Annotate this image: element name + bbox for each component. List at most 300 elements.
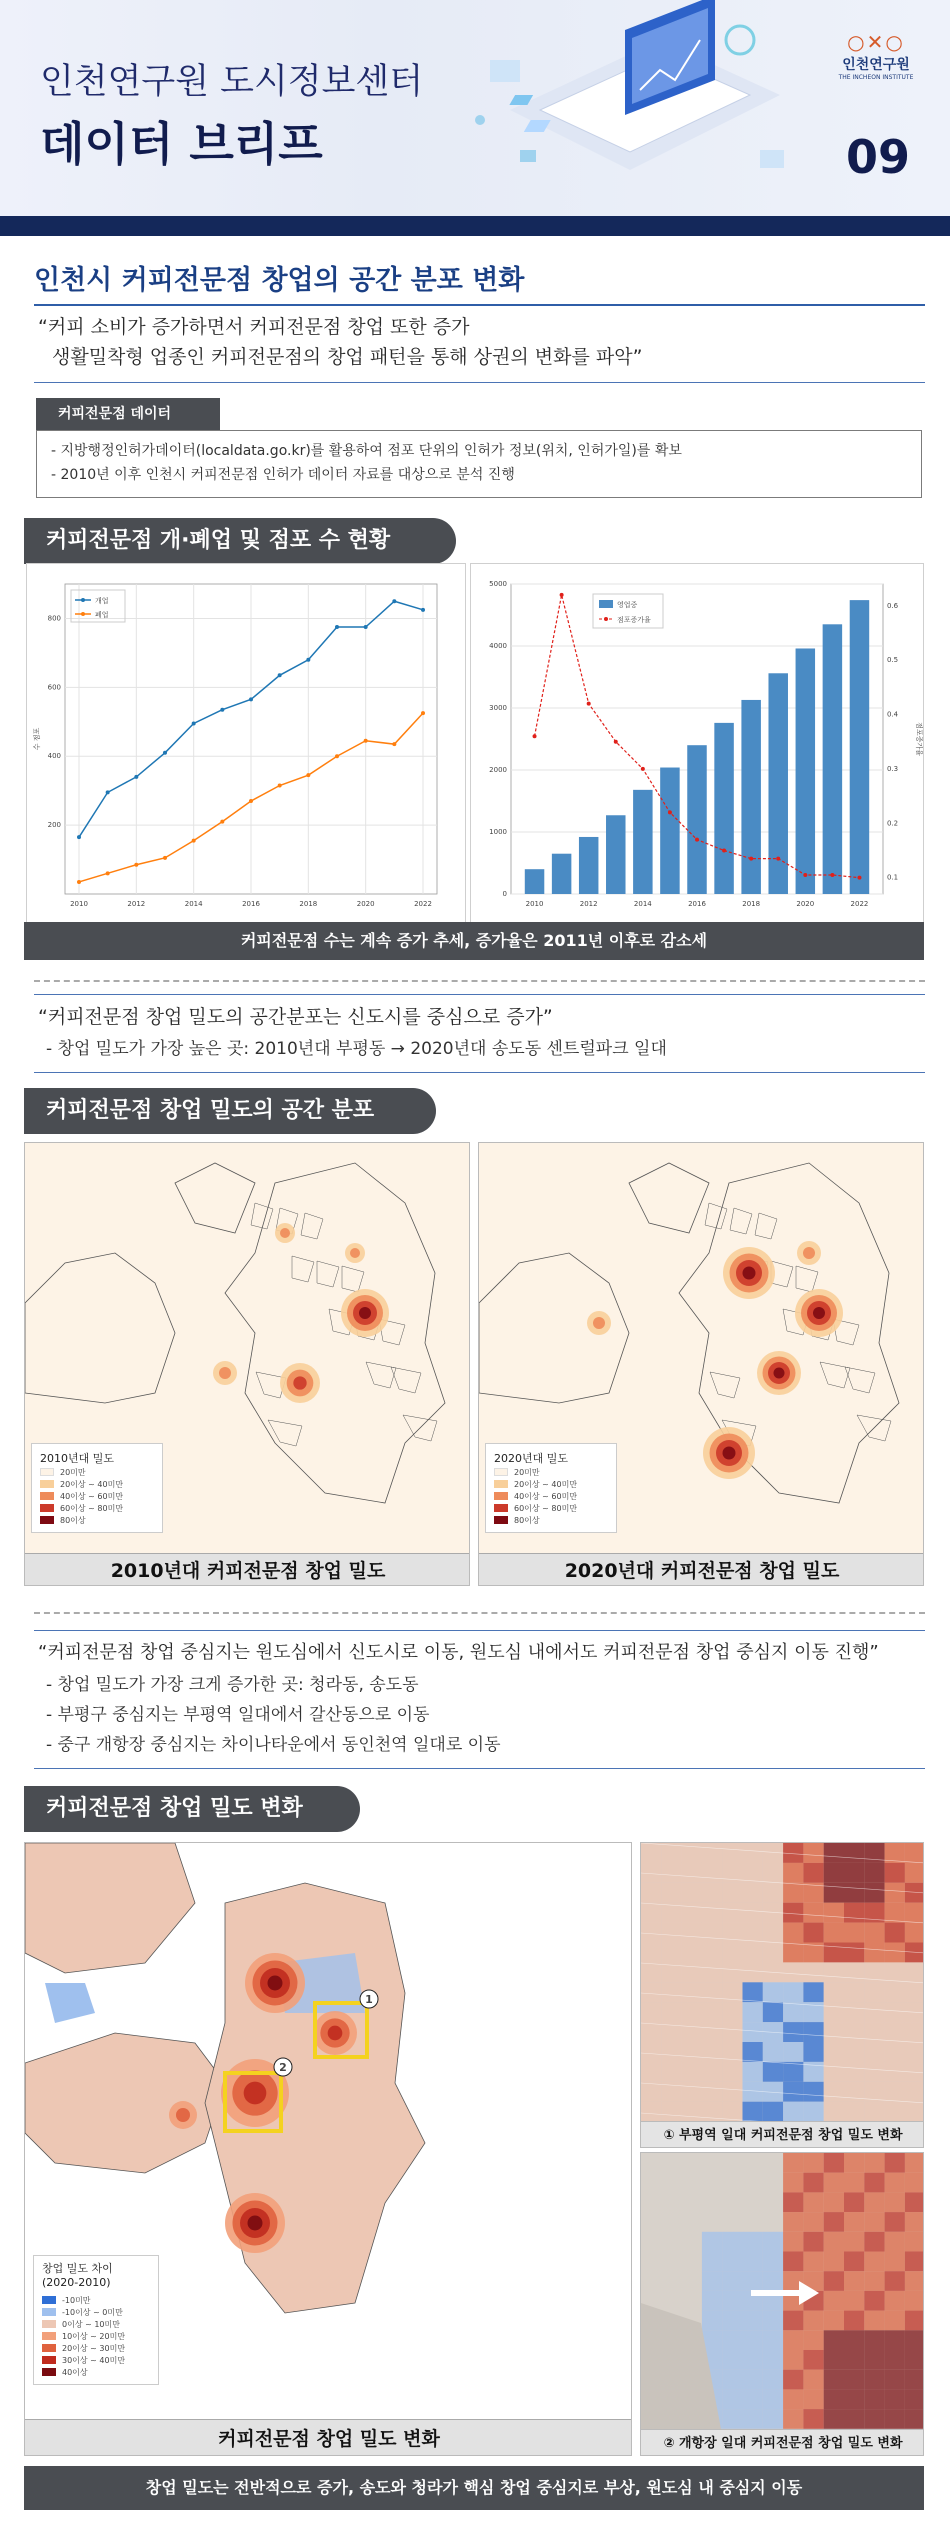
grid-cell bbox=[824, 2389, 844, 2409]
open-close-line-chart bbox=[26, 563, 466, 923]
intro-quote-line1: “커피 소비가 증가하면서 커피전문점 창업 또한 증가 bbox=[38, 316, 470, 338]
grid-cell bbox=[885, 2291, 905, 2311]
region-shape bbox=[25, 1843, 195, 1973]
grid-cell bbox=[763, 1923, 783, 1943]
inset-bupyeong bbox=[640, 1842, 924, 2148]
grid-cell bbox=[763, 2389, 783, 2409]
grid-cell bbox=[885, 2082, 905, 2102]
grid-cell bbox=[905, 2042, 924, 2062]
grid-cell bbox=[722, 2002, 742, 2022]
grid-cell bbox=[803, 1843, 823, 1863]
grid-cell bbox=[824, 1962, 844, 1982]
grid-cell bbox=[763, 1883, 783, 1903]
grid-cell bbox=[824, 2330, 844, 2350]
intro-quote-line2: 생활밀착형 업종인 커피전문점의 창업 패턴을 통해 상권의 변화를 파악” bbox=[52, 346, 643, 368]
data-source-tag: 커피전문점 데이터 bbox=[36, 398, 220, 430]
inset-gaehangjang-caption: ② 개항장 일대 커피전문점 창업 밀도 변화 bbox=[641, 2429, 924, 2456]
legend-item: 80이상 bbox=[40, 1514, 154, 1526]
data-point bbox=[392, 599, 396, 603]
data-source-item: - 지방행정인허가데이터(localdata.go.kr)를 활용하여 점포 단위의 인허가 정보(위치, 인허가일)를 확보 bbox=[51, 443, 682, 459]
grid-cell bbox=[783, 1883, 803, 1903]
grid-cell bbox=[682, 1962, 702, 1982]
x-tick-label: 2018 bbox=[742, 900, 761, 908]
stores-growth-chart bbox=[470, 563, 924, 923]
bar-line-chart-svg bbox=[471, 564, 925, 924]
grid-cell bbox=[641, 1883, 661, 1903]
data-point bbox=[392, 742, 396, 746]
data-point bbox=[278, 673, 282, 677]
grid-cell bbox=[824, 2311, 844, 2331]
grid-cell bbox=[864, 2350, 884, 2370]
grid-cell bbox=[885, 2153, 905, 2173]
bar bbox=[525, 869, 544, 894]
grid-cell bbox=[783, 2192, 803, 2212]
grid-cell bbox=[803, 2173, 823, 2193]
grid-cell bbox=[783, 2370, 803, 2390]
island-shape bbox=[25, 1253, 175, 1403]
grid-cell bbox=[803, 2212, 823, 2232]
growth-point bbox=[587, 702, 591, 706]
grid-cell bbox=[905, 1923, 924, 1943]
grid-cell bbox=[682, 2022, 702, 2042]
grid-cell bbox=[803, 1923, 823, 1943]
data-source-item: - 2010년 이후 인천시 커피전문점 인허가 데이터 자료를 대상으로 분석 진행 bbox=[51, 467, 515, 483]
grid-cell bbox=[885, 2192, 905, 2212]
grid-cell bbox=[763, 1943, 783, 1963]
x-tick-label: 2018 bbox=[299, 900, 318, 908]
grid-cell bbox=[661, 2042, 681, 2062]
intro-rule bbox=[34, 382, 925, 383]
grid-cell bbox=[803, 2192, 823, 2212]
inset-bupyeong-svg bbox=[641, 1843, 924, 2121]
grid-cell bbox=[783, 2409, 803, 2429]
data-point bbox=[306, 773, 310, 777]
grid-cell bbox=[844, 1943, 864, 1963]
grid-cell bbox=[763, 1863, 783, 1883]
y-tick-label: 4000 bbox=[489, 642, 507, 650]
data-point bbox=[106, 790, 110, 794]
growth-point bbox=[560, 593, 564, 597]
bar bbox=[850, 600, 869, 894]
grid-cell bbox=[743, 2271, 763, 2291]
grid-cell bbox=[885, 2042, 905, 2062]
grid-cell bbox=[824, 2002, 844, 2022]
grid-cell bbox=[885, 2409, 905, 2429]
legend-marker bbox=[604, 617, 608, 621]
grid-cell bbox=[661, 2062, 681, 2082]
data-point bbox=[163, 751, 167, 755]
data-point bbox=[278, 784, 282, 788]
grid-cell bbox=[783, 2002, 803, 2022]
grid-cell bbox=[722, 2102, 742, 2121]
bar bbox=[633, 790, 652, 894]
section-divider bbox=[34, 1612, 925, 1614]
legend-swatch bbox=[599, 600, 613, 608]
legend-label: 폐업 bbox=[95, 611, 109, 619]
quote2-top-rule bbox=[34, 994, 925, 995]
report-header bbox=[0, 0, 950, 216]
grid-cell bbox=[743, 1923, 763, 1943]
y2-tick-label: 0.3 bbox=[887, 764, 899, 773]
y2-tick-label: 0.4 bbox=[887, 710, 899, 719]
grid-cell bbox=[702, 2042, 722, 2062]
grid-cell bbox=[702, 2271, 722, 2291]
grid-cell bbox=[783, 2153, 803, 2173]
growth-point bbox=[749, 857, 753, 861]
laptop-illustration bbox=[450, 0, 830, 216]
header-divider-bar bbox=[0, 216, 950, 236]
data-point bbox=[335, 625, 339, 629]
y2-tick-label: 0.5 bbox=[887, 656, 899, 665]
grid-cell bbox=[824, 2022, 844, 2042]
grid-cell bbox=[864, 2389, 884, 2409]
legend-title: 창업 밀도 차이 (2020-2010) bbox=[42, 2262, 113, 2289]
x-tick-label: 2014 bbox=[633, 900, 652, 908]
grid-cell bbox=[682, 2062, 702, 2082]
grid-cell bbox=[702, 1962, 722, 1982]
legend-item: -10이상 ~ 0미만 bbox=[42, 2306, 150, 2318]
grid-cell bbox=[763, 2252, 783, 2272]
grid-cell bbox=[702, 1943, 722, 1963]
inset-gaehangjang-svg bbox=[641, 2153, 924, 2429]
grid-cell bbox=[743, 1903, 763, 1923]
grid-cell bbox=[844, 1843, 864, 1863]
grid-cell bbox=[763, 2102, 783, 2121]
y-tick-label: 800 bbox=[47, 614, 61, 623]
grid-cell bbox=[803, 2389, 823, 2409]
grid-cell bbox=[641, 1943, 661, 1963]
grid-cell bbox=[661, 1883, 681, 1903]
grid-cell bbox=[905, 2330, 924, 2350]
legend-item: 40이상 ~ 60미만 bbox=[494, 1490, 608, 1502]
grid-cell bbox=[844, 2212, 864, 2232]
data-point bbox=[335, 754, 339, 758]
grid-cell bbox=[803, 2102, 823, 2121]
data-point bbox=[421, 608, 425, 612]
grid-cell bbox=[885, 1883, 905, 1903]
grid-cell bbox=[702, 2062, 722, 2082]
growth-point bbox=[857, 876, 861, 880]
grid-cell bbox=[641, 1923, 661, 1943]
grid-cell bbox=[905, 1863, 924, 1883]
grid-cell bbox=[702, 1923, 722, 1943]
grid-cell bbox=[905, 2291, 924, 2311]
grid-cell bbox=[722, 2062, 742, 2082]
grid-cell bbox=[682, 2002, 702, 2022]
grid-cell bbox=[783, 1982, 803, 2002]
grid-cell bbox=[844, 2271, 864, 2291]
bar bbox=[714, 723, 733, 894]
y2-axis-label: 점포증가율 bbox=[915, 722, 923, 756]
bar bbox=[579, 837, 598, 894]
island-shape bbox=[175, 1163, 255, 1233]
grid-cell bbox=[864, 1982, 884, 2002]
grid-cell bbox=[844, 1903, 864, 1923]
density-hotspot bbox=[723, 1447, 736, 1460]
change-hotspot bbox=[244, 2082, 267, 2105]
grid-cell bbox=[783, 2252, 803, 2272]
legend-marker bbox=[81, 612, 85, 616]
x-tick-label: 2012 bbox=[579, 900, 598, 908]
grid-cell bbox=[783, 2232, 803, 2252]
legend-item: -10미만 bbox=[42, 2294, 150, 2306]
grid-cell bbox=[905, 2271, 924, 2291]
grid-cell bbox=[783, 1903, 803, 1923]
logo-name: 인천연구원 bbox=[842, 57, 910, 73]
section-label-status: 커피전문점 개·폐업 및 점포 수 현황 bbox=[24, 518, 456, 564]
grid-cell bbox=[844, 2153, 864, 2173]
grid-cell bbox=[885, 1863, 905, 1883]
grid-cell bbox=[743, 2409, 763, 2429]
decrease-area bbox=[45, 1983, 95, 2023]
grid-cell bbox=[783, 2311, 803, 2331]
grid-cell bbox=[844, 2291, 864, 2311]
grid-cell bbox=[885, 1962, 905, 1982]
grid-cell bbox=[641, 1903, 661, 1923]
density-hotspot bbox=[743, 1267, 756, 1280]
growth-point bbox=[668, 810, 672, 814]
grid-cell bbox=[824, 2252, 844, 2272]
grid-cell bbox=[702, 1883, 722, 1903]
legend-item: 20이상 ~ 40미만 bbox=[40, 1478, 154, 1490]
legend-item: 20미만 bbox=[494, 1466, 608, 1478]
quote3-bullet: - 중구 개항장 중심지는 차이나타운에서 동인천역 일대로 이동 bbox=[46, 1735, 501, 1755]
data-point bbox=[364, 625, 368, 629]
grid-cell bbox=[722, 2252, 742, 2272]
grid-cell bbox=[803, 1982, 823, 2002]
y-tick-label: 5000 bbox=[489, 580, 507, 588]
data-point bbox=[192, 839, 196, 843]
growth-point bbox=[695, 838, 699, 842]
grid-cell bbox=[722, 1843, 742, 1863]
grid-cell bbox=[885, 2330, 905, 2350]
grid-cell bbox=[743, 2102, 763, 2121]
grid-cell bbox=[682, 2082, 702, 2102]
grid-cell bbox=[722, 2311, 742, 2331]
grid-cell bbox=[661, 2102, 681, 2121]
legend-item: 30이상 ~ 40미만 bbox=[42, 2354, 150, 2366]
density-legend-2010s bbox=[31, 1443, 163, 1533]
quote3-bottom-rule bbox=[34, 1768, 925, 1769]
grid-cell bbox=[682, 1903, 702, 1923]
density-legend-2020s bbox=[485, 1443, 617, 1533]
data-point bbox=[134, 775, 138, 779]
grid-cell bbox=[803, 1863, 823, 1883]
grid-cell bbox=[743, 2311, 763, 2331]
grid-cell bbox=[722, 2291, 742, 2311]
grid-cell bbox=[905, 2232, 924, 2252]
legend-item: 40이상 bbox=[42, 2366, 150, 2378]
density-map-2020s-caption: 2020년대 커피전문점 창업 밀도 bbox=[479, 1553, 924, 1586]
legend-title: 2020년대 밀도 bbox=[494, 1452, 568, 1465]
grid-cell bbox=[702, 1903, 722, 1923]
grid-cell bbox=[864, 1883, 884, 1903]
grid-cell bbox=[783, 2350, 803, 2370]
grid-cell bbox=[864, 1923, 884, 1943]
grid-cell bbox=[803, 1962, 823, 1982]
grid-cell bbox=[885, 2022, 905, 2042]
grid-cell bbox=[682, 1943, 702, 1963]
grid-cell bbox=[803, 2409, 823, 2429]
growth-point bbox=[830, 873, 834, 877]
y2-tick-label: 0.6 bbox=[887, 601, 899, 610]
y2-tick-label: 0.1 bbox=[887, 873, 899, 882]
grid-cell bbox=[885, 2370, 905, 2390]
grid-cell bbox=[864, 2062, 884, 2082]
grid-cell bbox=[702, 2002, 722, 2022]
x-tick-label: 2010 bbox=[70, 900, 88, 908]
grid-cell bbox=[844, 2192, 864, 2212]
quote3-bullet: - 부평구 중심지는 부평역 일대에서 갈산동으로 이동 bbox=[46, 1705, 430, 1725]
grid-cell bbox=[844, 2173, 864, 2193]
grid-cell bbox=[864, 2311, 884, 2331]
grid-cell bbox=[661, 2002, 681, 2022]
grid-cell bbox=[641, 2102, 661, 2121]
grid-cell bbox=[824, 2232, 844, 2252]
grid-cell bbox=[864, 2153, 884, 2173]
grid-cell bbox=[783, 2022, 803, 2042]
grid-cell bbox=[844, 2311, 864, 2331]
bar bbox=[768, 673, 787, 894]
grid-cell bbox=[702, 1863, 722, 1883]
density-hotspot bbox=[350, 1248, 360, 1258]
grid-cell bbox=[682, 2102, 702, 2121]
grid-cell bbox=[743, 2002, 763, 2022]
data-point bbox=[106, 871, 110, 875]
change-hotspot bbox=[328, 2026, 343, 2041]
y-tick-label: 400 bbox=[47, 752, 61, 761]
logo-mark-icon: ○✕○ bbox=[847, 30, 905, 54]
grid-cell bbox=[641, 2002, 661, 2022]
grid-cell bbox=[641, 2062, 661, 2082]
grid-cell bbox=[702, 2082, 722, 2102]
y2-tick-label: 0.2 bbox=[887, 819, 899, 828]
grid-cell bbox=[641, 1863, 661, 1883]
growth-point bbox=[776, 857, 780, 861]
growth-point bbox=[641, 767, 645, 771]
grid-cell bbox=[824, 2102, 844, 2121]
grid-cell bbox=[905, 2350, 924, 2370]
data-point bbox=[192, 722, 196, 726]
grid-cell bbox=[824, 1943, 844, 1963]
grid-cell bbox=[803, 2370, 823, 2390]
grid-cell bbox=[743, 1982, 763, 2002]
section-label-density: 커피전문점 창업 밀도의 공간 분포 bbox=[24, 1088, 436, 1134]
grid-cell bbox=[803, 2153, 823, 2173]
grid-cell bbox=[844, 1923, 864, 1943]
grid-cell bbox=[824, 2291, 844, 2311]
y-tick-label: 600 bbox=[47, 683, 61, 692]
grid-cell bbox=[783, 2330, 803, 2350]
grid-cell bbox=[783, 1863, 803, 1883]
grid-cell bbox=[864, 2271, 884, 2291]
x-tick-label: 2014 bbox=[184, 900, 203, 908]
grid-cell bbox=[743, 1863, 763, 1883]
grid-cell bbox=[905, 1982, 924, 2002]
y-axis-label: 수 점포 bbox=[33, 727, 41, 751]
grid-cell bbox=[641, 2022, 661, 2042]
grid-cell bbox=[844, 1883, 864, 1903]
grid-cell bbox=[905, 1962, 924, 1982]
quote2-bottom-rule bbox=[34, 1072, 925, 1073]
grid-cell bbox=[702, 2252, 722, 2272]
x-tick-label: 2012 bbox=[127, 900, 146, 908]
grid-cell bbox=[864, 2370, 884, 2390]
grid-cell bbox=[722, 2232, 742, 2252]
grid-cell bbox=[824, 2062, 844, 2082]
quote3-line: “커피전문점 창업 중심지는 원도심에서 신도시로 이동, 원도심 내에서도 커피전문점 창업 중심지 이동 진행” bbox=[38, 1642, 879, 1663]
grid-cell bbox=[722, 2271, 742, 2291]
grid-cell bbox=[864, 2192, 884, 2212]
grid-cell bbox=[702, 2022, 722, 2042]
grid-cell bbox=[905, 2311, 924, 2331]
grid-cell bbox=[763, 2232, 783, 2252]
grid-cell bbox=[824, 2212, 844, 2232]
grid-cell bbox=[885, 2350, 905, 2370]
grid-cell bbox=[905, 2022, 924, 2042]
grid-cell bbox=[885, 2002, 905, 2022]
inset-bupyeong-caption: ① 부평역 일대 커피전문점 창업 밀도 변화 bbox=[641, 2121, 924, 2148]
grid-cell bbox=[682, 1982, 702, 2002]
grid-cell bbox=[783, 2389, 803, 2409]
grid-cell bbox=[844, 1962, 864, 1982]
density-hotspot bbox=[293, 1376, 306, 1389]
grid-cell bbox=[905, 2102, 924, 2121]
x-tick-label: 2010 bbox=[525, 900, 544, 908]
grid-cell bbox=[824, 2350, 844, 2370]
mainland-shape bbox=[225, 1163, 445, 1503]
grid-cell bbox=[885, 1943, 905, 1963]
grid-cell bbox=[905, 2409, 924, 2429]
bar bbox=[823, 624, 842, 894]
x-tick-label: 2020 bbox=[356, 900, 375, 908]
grid-cell bbox=[824, 1923, 844, 1943]
grid-cell bbox=[743, 2022, 763, 2042]
island-shape bbox=[629, 1163, 709, 1233]
grid-cell bbox=[885, 2252, 905, 2272]
grid-cell bbox=[844, 2102, 864, 2121]
grid-cell bbox=[743, 1883, 763, 1903]
grid-cell bbox=[905, 2252, 924, 2272]
data-point bbox=[77, 835, 81, 839]
grid-cell bbox=[702, 1843, 722, 1863]
grid-cell bbox=[743, 2232, 763, 2252]
grid-cell bbox=[824, 2042, 844, 2062]
grid-cell bbox=[824, 1863, 844, 1883]
grid-cell bbox=[885, 2271, 905, 2291]
change-hotspot bbox=[176, 2108, 190, 2122]
grid-cell bbox=[743, 2062, 763, 2082]
grid-cell bbox=[885, 1982, 905, 2002]
grid-cell bbox=[743, 2389, 763, 2409]
grid-cell bbox=[682, 1883, 702, 1903]
bar bbox=[606, 815, 625, 894]
grid-cell bbox=[702, 2291, 722, 2311]
y-tick-label: 2000 bbox=[489, 766, 507, 774]
legend-marker bbox=[81, 598, 85, 602]
grid-cell bbox=[743, 2042, 763, 2062]
grid-cell bbox=[844, 2330, 864, 2350]
grid-cell bbox=[783, 2042, 803, 2062]
density-map-2020s bbox=[478, 1142, 924, 1586]
grid-cell bbox=[844, 2370, 864, 2390]
grid-cell bbox=[763, 2062, 783, 2082]
grid-cell bbox=[824, 2153, 844, 2173]
grid-cell bbox=[844, 2002, 864, 2022]
grid-cell bbox=[824, 1843, 844, 1863]
title-rule bbox=[34, 304, 925, 306]
grid-cell bbox=[783, 2062, 803, 2082]
